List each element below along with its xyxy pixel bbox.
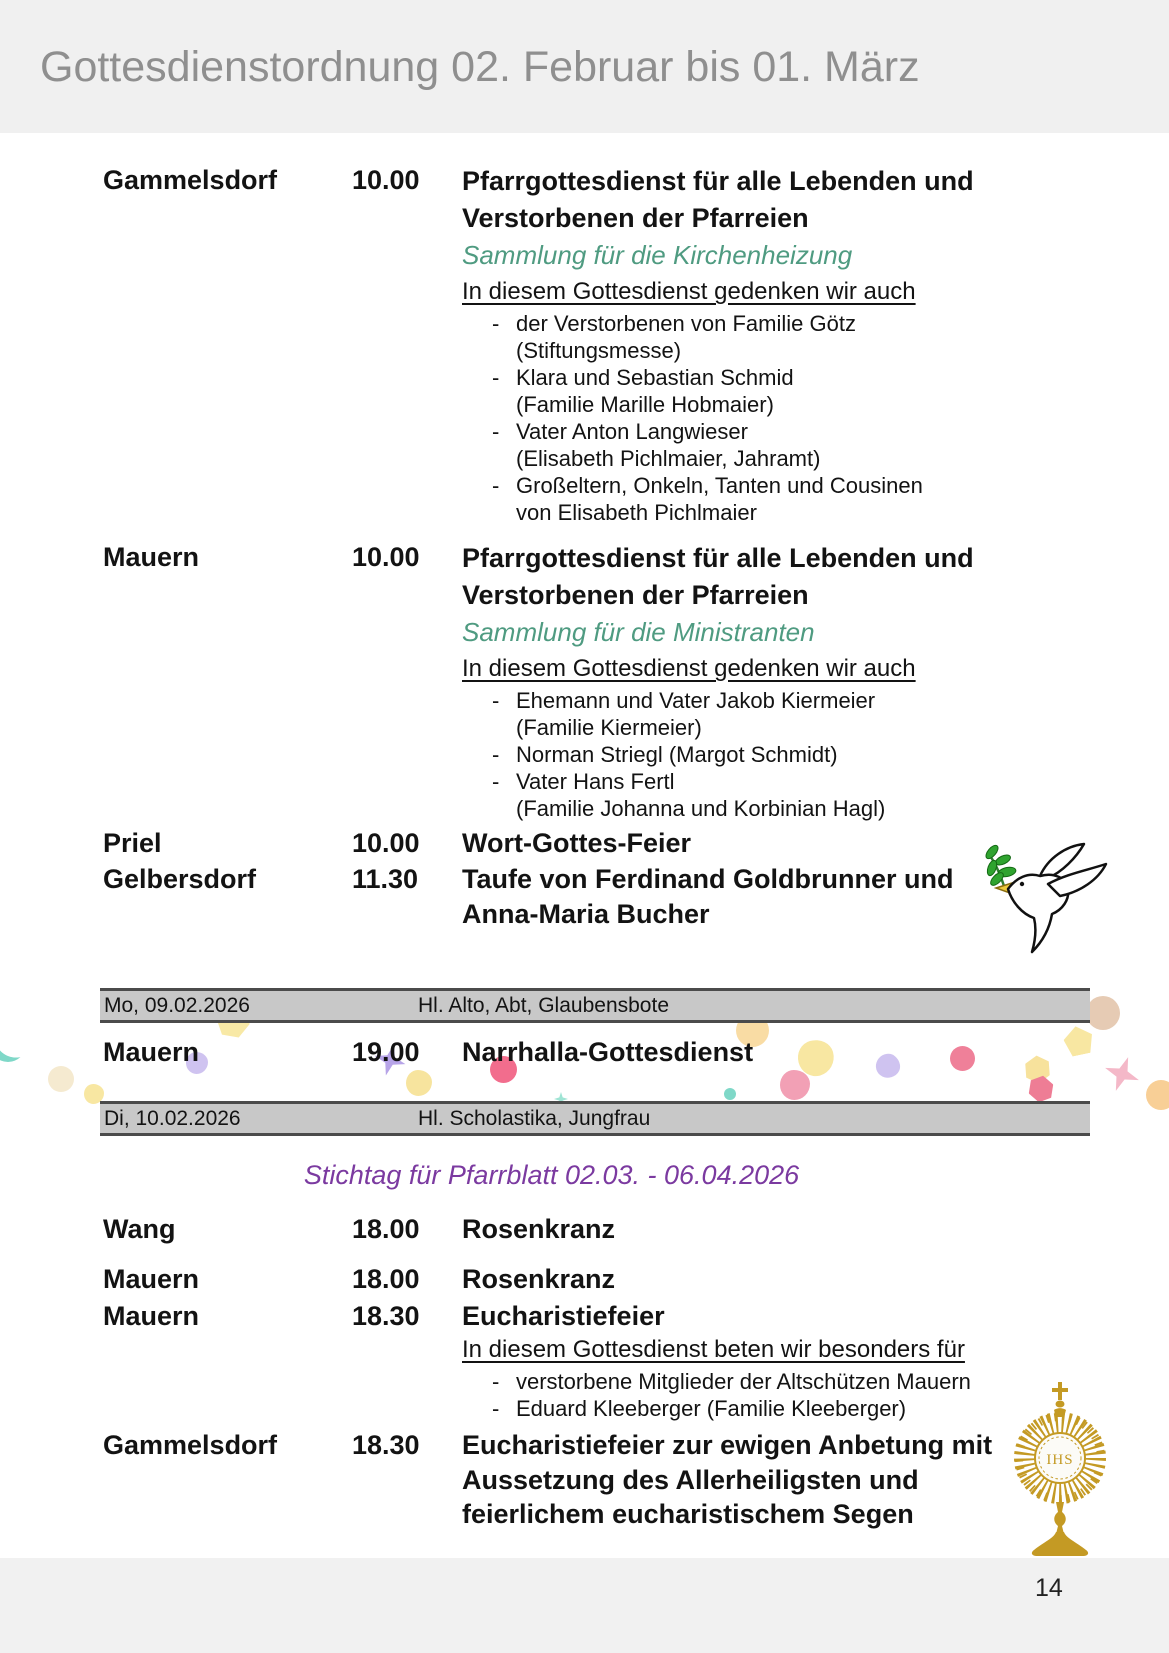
entry-location: Mauern xyxy=(103,1264,200,1294)
service-entry-mauern-morning xyxy=(0,540,1169,822)
entry-location: Gelbersdorf xyxy=(103,864,257,894)
service-entry-mauern-rosenkranz xyxy=(0,1262,1169,1296)
dove-with-olive-branch-icon xyxy=(982,826,1112,966)
entry-title-line: Wort-Gottes-Feier xyxy=(462,828,692,858)
bullet-dash: - xyxy=(492,742,500,767)
date-bar-feast: Hl. Alto, Abt, Glaubensbote xyxy=(418,993,669,1017)
date-bar-monday xyxy=(100,988,1090,1023)
entry-location: Mauern xyxy=(103,542,200,572)
bullet-dash: - xyxy=(492,419,500,444)
service-entry-wang-rosenkranz xyxy=(0,1212,1169,1246)
bullet-dash: - xyxy=(492,473,500,498)
entry-title-line: Rosenkranz xyxy=(462,1214,616,1244)
intention-item xyxy=(492,310,1090,364)
entry-title-line: Eucharistiefeier xyxy=(462,1301,665,1331)
entry-time: 10.00 xyxy=(352,165,420,195)
entry-time: 19.00 xyxy=(352,1037,420,1067)
bullet-dash: - xyxy=(492,311,500,336)
pfarrblatt-deadline-note: Stichtag für Pfarrblatt 02.03. - 06.04.2026 xyxy=(303,1160,800,1190)
entry-time: 10.00 xyxy=(352,542,420,572)
page-title: Gottesdienstordnung 02. Februar bis 01. März xyxy=(40,43,920,91)
intention-text-continued: (Familie Marille Hobmaier) xyxy=(516,392,774,417)
entry-time: 18.30 xyxy=(352,1301,420,1331)
intention-text-continued: (Familie Johanna und Korbinian Hagl) xyxy=(516,796,886,821)
monstrance-label: IHS xyxy=(1046,1452,1074,1468)
date-bar-tuesday xyxy=(100,1101,1090,1136)
memorial-header: In diesem Gottesdienst gedenken wir auch xyxy=(462,655,916,682)
intention-text-continued: von Elisabeth Pichlmaier xyxy=(516,500,757,525)
service-entry-mauern-eucharistie xyxy=(0,1299,1169,1422)
intention-list xyxy=(462,310,1090,526)
entry-time: 18.30 xyxy=(352,1430,420,1460)
intention-text: Eduard Kleeberger (Familie Kleeberger) xyxy=(516,1396,907,1421)
entry-time: 18.00 xyxy=(352,1214,420,1244)
intention-text-continued: (Elisabeth Pichlmaier, Jahramt) xyxy=(516,446,821,471)
collection-note: Sammlung für die Ministranten xyxy=(462,617,815,647)
intention-item xyxy=(492,768,1090,822)
entry-location: Gammelsdorf xyxy=(103,165,278,195)
entry-time: 18.00 xyxy=(352,1264,420,1294)
intention-item xyxy=(492,472,1090,526)
memorial-header: In diesem Gottesdienst gedenken wir auch xyxy=(462,278,916,305)
intention-list xyxy=(462,687,1090,822)
entry-title-line: Anna-Maria Bucher xyxy=(462,899,710,929)
intention-item xyxy=(492,418,1090,472)
intention-list xyxy=(462,1368,1090,1422)
intention-item xyxy=(492,741,1090,768)
entry-title-line: Narrhalla-Gottesdienst xyxy=(462,1037,754,1067)
date-bar-feast: Hl. Scholastika, Jungfrau xyxy=(418,1106,651,1130)
bullet-dash: - xyxy=(492,1369,500,1394)
entry-title-line: Verstorbenen der Pfarreien xyxy=(462,580,809,610)
intention-text-continued: (Stiftungsmesse) xyxy=(516,338,682,363)
date-bar-date: Mo, 09.02.2026 xyxy=(104,993,250,1017)
prayer-header: In diesem Gottesdienst beten wir besonders für xyxy=(462,1336,965,1363)
entry-location: Wang xyxy=(103,1214,176,1244)
entry-description xyxy=(462,163,1090,526)
intention-item xyxy=(492,687,1090,741)
intention-text-continued: (Familie Kiermeier) xyxy=(516,715,702,740)
bullet-dash: - xyxy=(492,769,500,794)
collection-note: Sammlung für die Kirchenheizung xyxy=(462,240,853,270)
entry-title-line: Aussetzung des Allerheiligsten und xyxy=(462,1464,919,1495)
entry-location: Gammelsdorf xyxy=(103,1430,278,1460)
entry-time: 10.00 xyxy=(352,828,420,858)
entry-location: Priel xyxy=(103,828,162,858)
service-entry-gammelsdorf-evening xyxy=(0,1428,1169,1532)
intention-text: Vater Hans Fertl xyxy=(516,769,675,794)
entry-title-line: Pfarrgottesdienst für alle Lebenden und xyxy=(462,166,974,196)
intention-text: Vater Anton Langwieser xyxy=(516,419,748,444)
entry-location: Mauern xyxy=(103,1037,200,1067)
entry-title-line: Pfarrgottesdienst für alle Lebenden und xyxy=(462,543,974,573)
page-number: 14 xyxy=(1035,1574,1063,1602)
entry-description xyxy=(462,540,1090,822)
intention-text: verstorbene Mitglieder der Altschützen Mauern xyxy=(516,1369,971,1394)
intention-text: der Verstorbenen von Familie Götz xyxy=(516,311,856,336)
footer-band xyxy=(0,1558,1169,1653)
intention-text: Norman Striegl (Margot Schmidt) xyxy=(516,742,838,767)
intention-item xyxy=(492,364,1090,418)
intention-text: Großeltern, Onkeln, Tanten und Cousinen xyxy=(516,473,923,498)
service-entry-gammelsdorf-morning xyxy=(0,163,1169,526)
entry-time: 11.30 xyxy=(352,864,419,894)
entry-description xyxy=(462,1299,1090,1422)
service-entry-mauern-narrhalla xyxy=(0,1035,1169,1069)
bullet-dash: - xyxy=(492,1396,500,1421)
entry-title-line: feierlichem eucharistischem Segen xyxy=(462,1499,914,1529)
entry-description xyxy=(462,1428,1090,1532)
entry-title-line: Eucharistiefeier zur ewigen Anbetung mit xyxy=(462,1430,993,1460)
intention-text: Ehemann und Vater Jakob Kiermeier xyxy=(516,688,876,713)
bullet-dash: - xyxy=(492,365,500,390)
entry-title-line: Taufe von Ferdinand Goldbrunner und xyxy=(462,864,954,894)
entry-title-line: Verstorbenen der Pfarreien xyxy=(462,203,809,233)
date-bar-date: Di, 10.02.2026 xyxy=(104,1106,241,1130)
intention-text: Klara und Sebastian Schmid xyxy=(516,365,794,390)
entry-location: Mauern xyxy=(103,1301,200,1331)
bullet-dash: - xyxy=(492,688,500,713)
entry-title-line: Rosenkranz xyxy=(462,1264,616,1294)
monstrance-ihs-icon xyxy=(1000,1380,1120,1563)
